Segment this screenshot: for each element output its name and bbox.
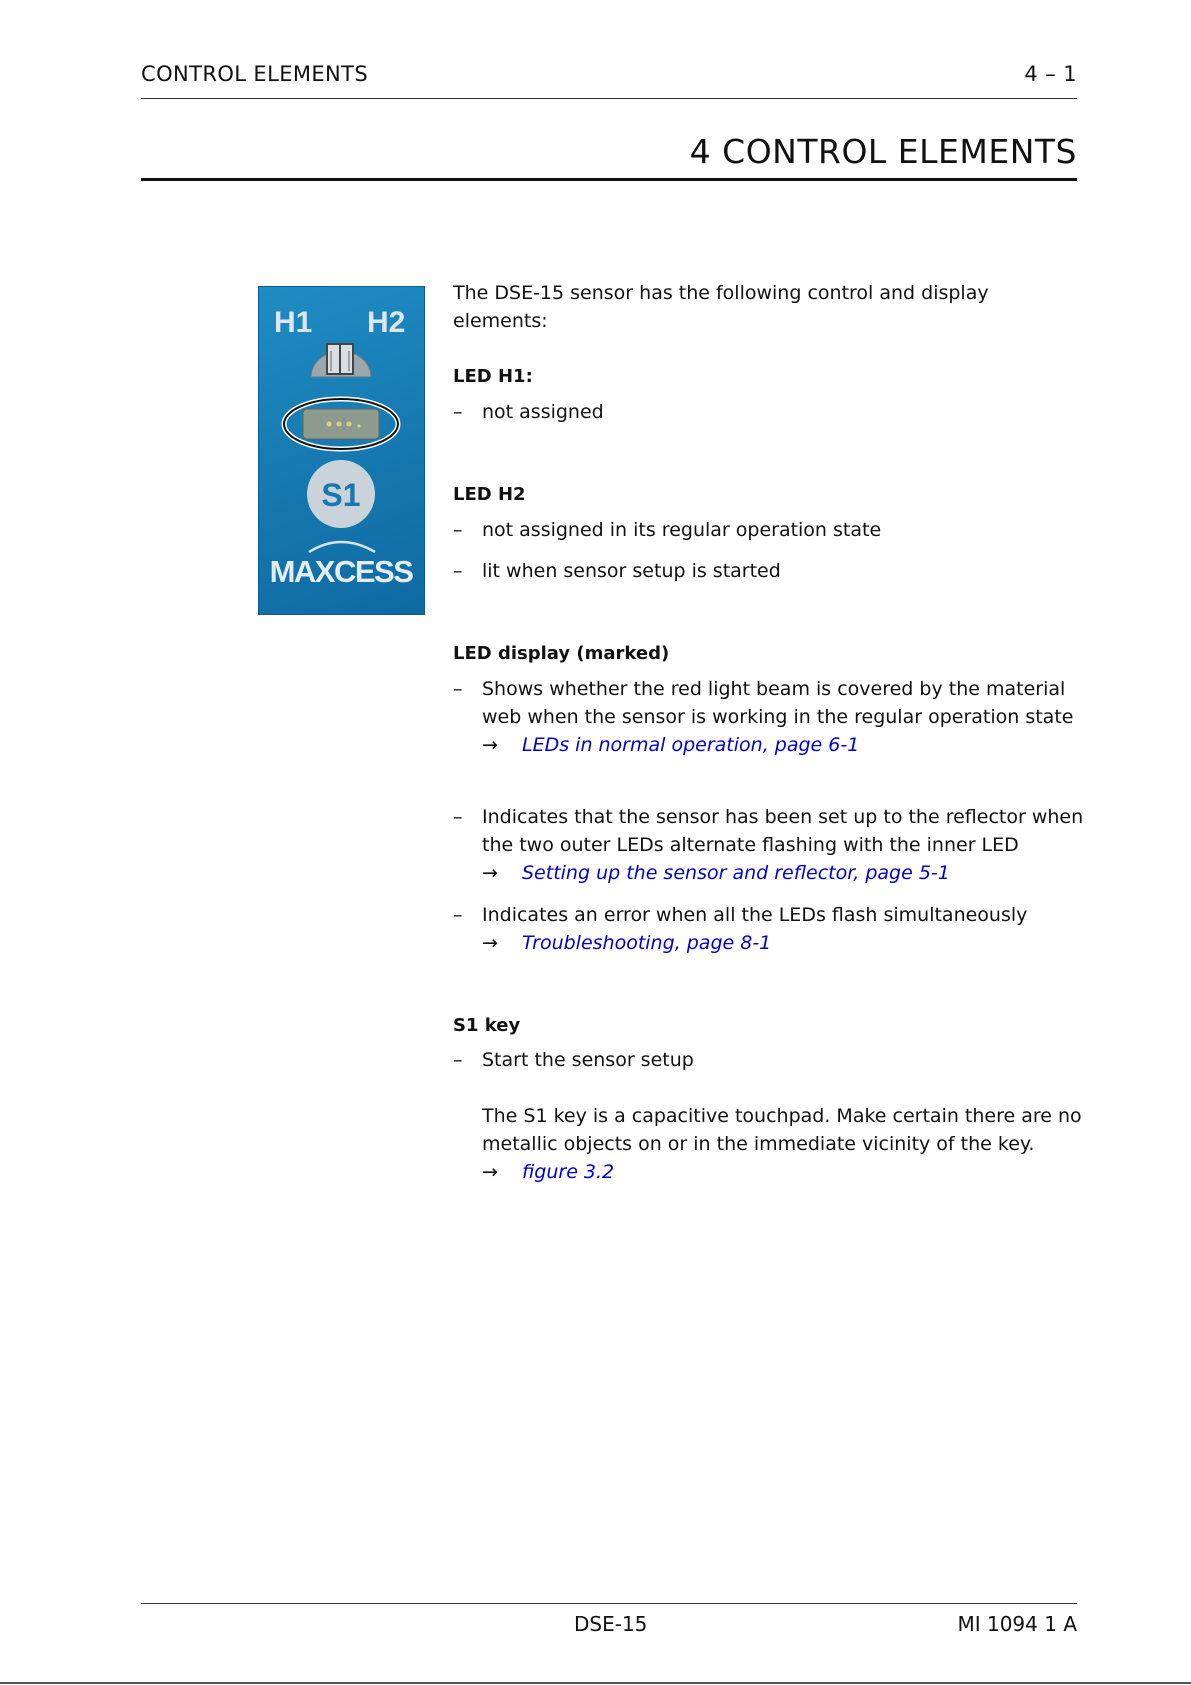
- list-item: [453, 398, 1093, 426]
- s1-key: [307, 460, 375, 528]
- arrow-icon: →: [482, 734, 498, 756]
- note-block: [453, 1102, 1093, 1186]
- title-rule: [141, 178, 1077, 181]
- cross-reference: [482, 929, 1093, 957]
- list-dash: –: [453, 560, 463, 582]
- list-item: [453, 1046, 1093, 1074]
- footer-document-number: MI 1094 1 A: [957, 1612, 1077, 1636]
- footer-product: DSE-15: [574, 1612, 648, 1636]
- cross-reference-link[interactable]: Setting up the sensor and reflector, page 5-1: [522, 862, 950, 884]
- list-item: [453, 516, 1093, 544]
- maxcess-logo: [270, 542, 414, 589]
- led-display-marked: [284, 399, 398, 449]
- led-h2-dome: [311, 344, 371, 377]
- list-item-text: Indicates that the sensor has been set up to the reflector when the two outer LEDs alternate flashing with the inner LED: [482, 806, 1084, 856]
- running-header: [141, 62, 1077, 86]
- list-item: [453, 675, 1093, 759]
- arrow-icon: →: [482, 1161, 498, 1183]
- list-item-text: Indicates an error when all the LEDs flash simultaneously: [482, 904, 1028, 926]
- list-dash: –: [453, 519, 463, 541]
- intro-paragraph: The DSE-15 sensor has the following control and display elements:: [453, 282, 989, 332]
- section-heading-led-h1: LED H1:: [453, 366, 533, 387]
- list-item: [453, 803, 1093, 887]
- page-edge-rule: [0, 1682, 1191, 1684]
- list-item-text: Shows whether the red light beam is covered by the material web when the sensor is working in the regular operation state: [482, 678, 1074, 728]
- arrow-icon: →: [482, 862, 498, 884]
- label-s1: S1: [321, 477, 361, 513]
- header-page-number: 4 – 1: [1024, 62, 1077, 86]
- section-heading-led-display: LED display (marked): [453, 643, 670, 664]
- cross-reference: [482, 1158, 1093, 1186]
- arrow-icon: →: [482, 932, 498, 954]
- header-rule: [141, 98, 1077, 99]
- list-dash: –: [453, 904, 463, 926]
- footer-rule: [141, 1603, 1077, 1604]
- list-item: [453, 557, 1093, 585]
- logo-wordmark: MAXCESS: [269, 554, 413, 589]
- list-dash: –: [453, 1049, 463, 1071]
- list-dash: –: [453, 401, 463, 423]
- section-heading-led-h2: LED H2: [453, 484, 526, 505]
- label-h1: H1: [274, 306, 313, 339]
- list-item-text: not assigned: [482, 401, 604, 423]
- note-text: The S1 key is a capacitive touchpad. Make certain there are no metallic objects on or in the immediate vicinity of the key.: [482, 1105, 1082, 1155]
- list-dash: –: [453, 678, 463, 700]
- cross-reference-link[interactable]: LEDs in normal operation, page 6-1: [522, 734, 860, 756]
- sensor-panel-figure: [258, 286, 425, 615]
- cross-reference: [482, 731, 1093, 759]
- cross-reference: [482, 859, 1093, 887]
- chapter-title: 4 CONTROL ELEMENTS: [689, 132, 1077, 171]
- list-item: [453, 901, 1093, 957]
- list-item-text: not assigned in its regular operation state: [482, 519, 882, 541]
- list-item-text: Start the sensor setup: [482, 1049, 694, 1071]
- list-item-text: lit when sensor setup is started: [482, 560, 781, 582]
- list-dash: –: [453, 806, 463, 828]
- cross-reference-link[interactable]: Troubleshooting, page 8-1: [522, 932, 772, 954]
- label-h2: H2: [367, 306, 406, 339]
- header-section: CONTROL ELEMENTS: [141, 62, 369, 86]
- section-heading-s1-key: S1 key: [453, 1015, 521, 1036]
- cross-reference-link[interactable]: figure 3.2: [522, 1161, 615, 1183]
